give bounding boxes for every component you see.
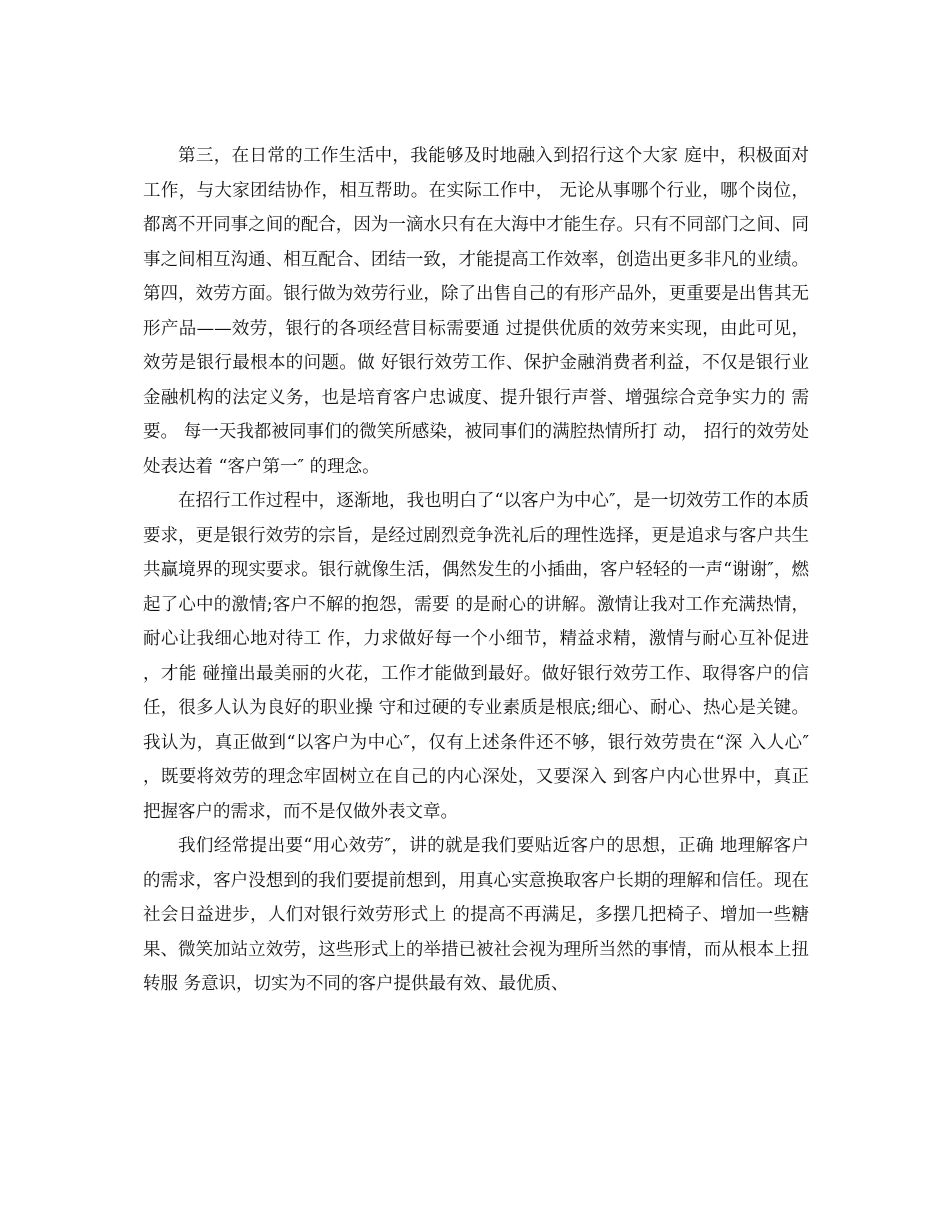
paragraph-teamwork-and-service: 第三，在日常的工作生活中，我能够及时地融入到招行这个大家 庭中，积极面对工作，与大家团结协作，相互帮助。在实际工作中， 无论从事哪个行业，哪个岗位，都离不开同事之间的配合，因为一滴水只有在大海中才能生存。只有不同部门之间、同事之间相互沟通、相互配合、团结一致，才能提高工作效率，创造出更多非凡的业绩。 第四，效劳方面。银行做为效劳行业，除了出售自己的有形产品外，更重要是出售其无形产品——效劳，银行的各项经营目标需要通 过提供优质的效劳来实现，由此可见，效劳是银行最根本的问题。做 好银行效劳工作、保护金融消费者利益，不仅是银行业金融机构的法定义务，也是培育客户忠诚度、提升银行声誉、增强综合竞争实力的 需要。 每一天我都被同事们的微笑所感染，被同事们的满腔热情所打 动， 招行的效劳处处表达着 “客户第一″ 的理念。 bbox=[143, 146, 809, 477]
paragraph-customer-centered: 在招行工作过程中，逐渐地，我也明白了“以客户为中心″，是一切效劳工作的本质要求，更是银行效劳的宗旨，是经过剧烈竞争洗礼后的理性选择，更是追求与客户共生共赢境界的现实要求。银行就像生活，偶然发生的小插曲，客户轻轻的一声“谢谢″，燃起了心中的激情;客户不解的抱怨，需要 的是耐心的讲解。激情让我对工作充满热情，耐心让我细心地对待工 作，力求做好每一个小细节，精益求精，激情与耐心互补促进，才能 碰撞出最美丽的火花，工作才能做到最好。做好银行效劳工作、取得客户的信任，很多人认为良好的职业操 守和过硬的专业素质是根底;细心、耐心、热心是关键。我认为，真正做到“以客户为中心″，仅有上述条件还不够，银行效劳贵在“深 入人心″，既要将效劳的理念牢固树立在自己的内心深处，又要深入 到客户内心世界中，真正把握客户的需求，而不是仅做外表文章。 bbox=[143, 491, 809, 822]
paragraph-attentive-service: 我们经常提出要“用心效劳″，讲的就是我们要贴近客户的思想，正确 地理解客户的需求，客户没想到的我们要提前想到，用真心实意换取客户长期的理解和信任。现在社会日益进步，人们对银行效劳形式上 的提高不再满足，多摆几把椅子、增加一些糖果、微笑加站立效劳，这些形式上的举措已被社会视为理所当然的事情，而从根本上扭转服 务意识，切实为不同的客户提供最有效、最优质、 bbox=[143, 836, 809, 994]
document-body bbox=[143, 139, 809, 1002]
